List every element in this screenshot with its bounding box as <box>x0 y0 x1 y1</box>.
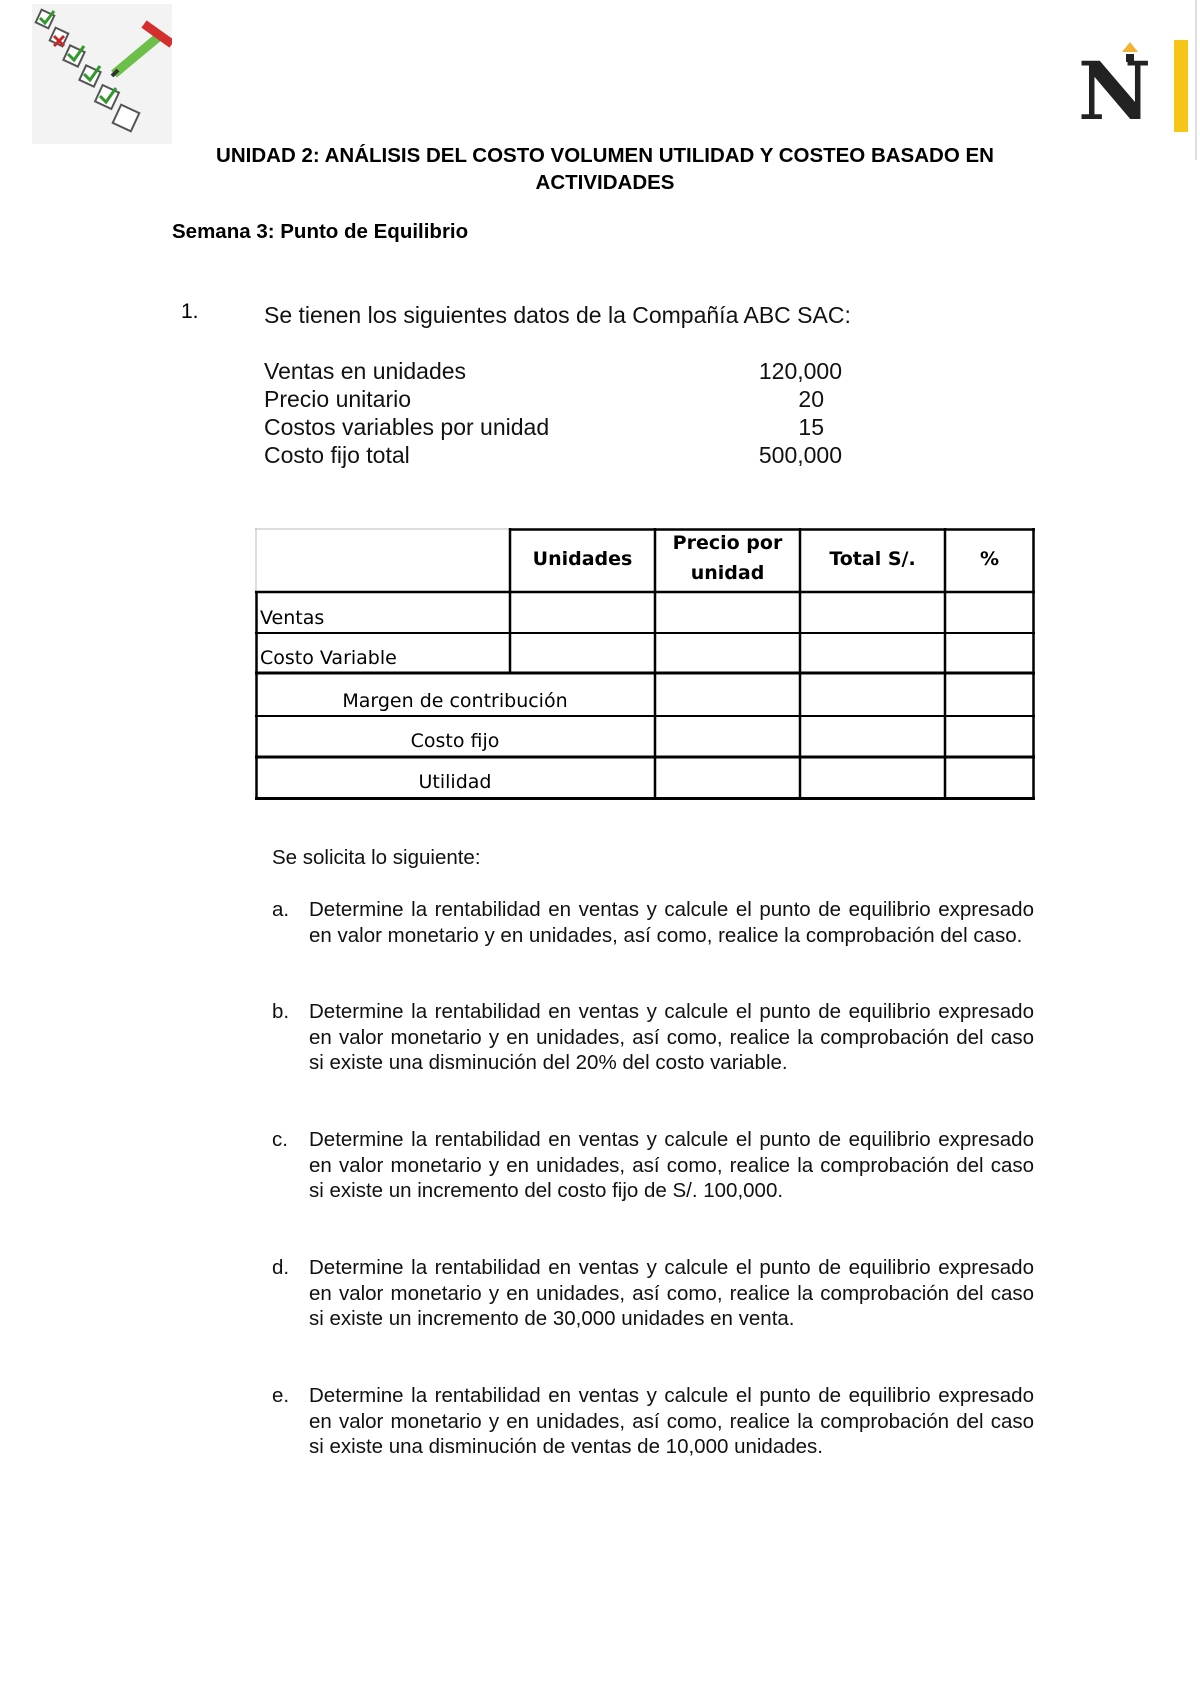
checklist-illustration <box>32 4 172 144</box>
requirement-text: Determine la rentabilidad en ventas y calcule el punto de equilibrio expresado en valor monetario y en unidades, así como, realice la comprobación del caso si existe un incremento de 30,000 unidades en venta. <box>309 1256 1034 1330</box>
data-value-sales-units: 120,000 <box>758 358 842 384</box>
requirement-item <box>272 1127 1034 1232</box>
requirement-text: Determine la rentabilidad en ventas y calcule el punto de equilibrio expresado en valor monetario y en unidades, así como, realice la comprobación del caso. <box>309 898 1034 947</box>
col-header-units: Unidades <box>532 548 633 570</box>
data-value-variable-cost: 15 <box>798 414 824 440</box>
requirements-intro: Se solicita lo siguiente: <box>272 846 481 869</box>
page-edge-rule <box>1195 0 1197 160</box>
unit-title-line-2: ACTIVIDADES <box>535 171 675 194</box>
question-number: 1. <box>181 300 199 323</box>
requirement-text: Determine la rentabilidad en ventas y calcule el punto de equilibrio expresado en valor monetario y en unidades, así como, realice la comprobación del caso si existe una disminución del 20% del costo variable. <box>309 1000 1034 1074</box>
requirement-item <box>272 897 1034 977</box>
requirement-text: Determine la rentabilidad en ventas y calcule el punto de equilibrio expresado en valor monetario y en unidades, así como, realice la comprobación del caso si existe un incremento del costo fijo de S/. 100,000. <box>309 1128 1034 1202</box>
row-label-costo-variable: Costo Variable <box>260 647 397 669</box>
unit-title <box>170 142 1040 196</box>
row-label-margen-contribucion: Margen de contribución <box>342 690 568 712</box>
row-label-ventas: Ventas <box>260 607 325 629</box>
requirement-item <box>272 1383 1034 1488</box>
institution-logo <box>1078 40 1188 140</box>
question-intro: Se tienen los siguientes datos de la Compañía ABC SAC: <box>264 302 851 328</box>
row-label-costo-fijo: Costo fijo <box>410 730 500 752</box>
data-label-variable-cost: Costos variables por unidad <box>264 414 550 440</box>
col-header-unit-price-line1: Precio por <box>672 532 783 554</box>
week-title: Semana 3: Punto de Equilibrio <box>172 220 469 243</box>
col-header-percent: % <box>979 548 1000 570</box>
requirement-item <box>272 999 1034 1104</box>
logo-letter: N <box>1078 44 1152 138</box>
requirement-letter: e. <box>272 1384 290 1407</box>
data-label-unit-price: Precio unitario <box>264 386 412 412</box>
unit-title-line-1: UNIDAD 2: ANÁLISIS DEL COSTO VOLUMEN UTILIDAD Y COSTEO BASADO EN <box>216 144 994 167</box>
requirement-letter: d. <box>272 1256 290 1279</box>
income-statement-table <box>255 528 1035 800</box>
col-header-total: Total S/. <box>829 548 916 570</box>
requirement-letter: c. <box>272 1128 288 1151</box>
data-value-unit-price: 20 <box>798 386 824 412</box>
requirement-letter: a. <box>272 898 290 921</box>
data-value-fixed-cost: 500,000 <box>758 442 842 468</box>
data-label-fixed-cost: Costo fijo total <box>264 442 410 468</box>
requirement-text: Determine la rentabilidad en ventas y calcule el punto de equilibrio expresado en valor monetario y en unidades, así como, realice la comprobación del caso si existe una disminución de ventas de 10,000 unidades. <box>309 1384 1034 1458</box>
col-header-unit-price-line2: unidad <box>690 562 765 584</box>
data-label-sales-units: Ventas en unidades <box>264 358 467 384</box>
row-label-utilidad: Utilidad <box>418 771 492 793</box>
requirement-item <box>272 1255 1034 1360</box>
requirement-letter: b. <box>272 1000 290 1023</box>
